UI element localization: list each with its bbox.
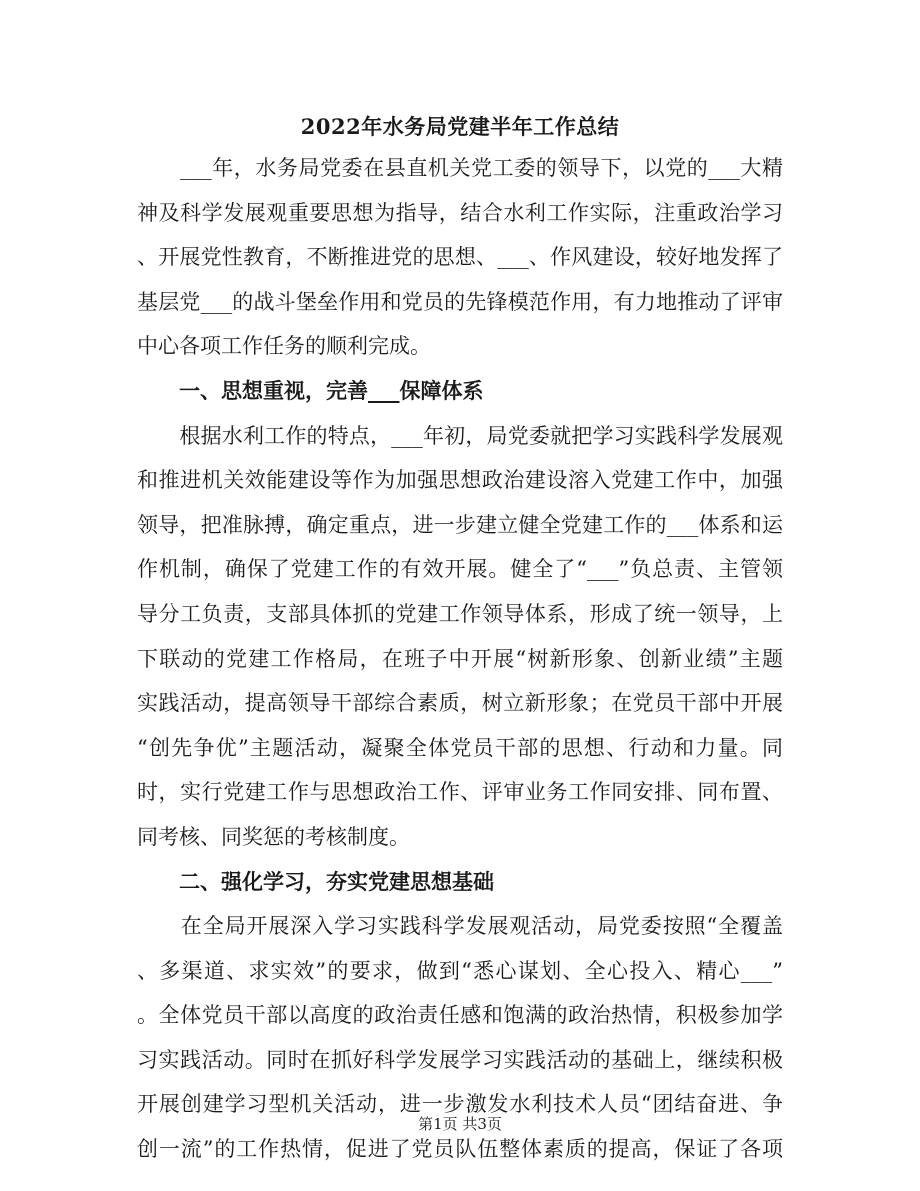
paragraph-line: 下联动的党建工作格局，在班子中开展“树新形象、创新业绩”主题 bbox=[137, 646, 783, 671]
paragraph-line: 神及科学发展观重要思想为指导，结合水利工作实际，注重政治学习 bbox=[137, 200, 783, 225]
document-body bbox=[137, 146, 783, 1172]
paragraph-line: 作机制，确保了党建工作的有效开展。健全了“___”负总责、主管领 bbox=[137, 557, 783, 582]
paragraph-line: 和推进机关效能建设等作为加强思想政治建设溶入党建工作中，加强 bbox=[137, 468, 783, 493]
paragraph-line: 领导，把准脉搏，确定重点，进一步建立健全党建工作的___体系和运 bbox=[137, 512, 783, 537]
paragraph-line: 、开展党性教育，不断推进党的思想、___、作风建设，较好地发挥了 bbox=[137, 245, 783, 270]
paragraph-line: 基层党___的战斗堡垒作用和党员的先锋模范作用，有力地推动了评审 bbox=[137, 289, 783, 314]
paragraph-line: 开展创建学习型机关活动，进一步激发水利技术人员“团结奋进、争 bbox=[137, 1092, 783, 1117]
paragraph-line: “创先争优”主题活动，凝聚全体党员干部的思想、行动和力量。同 bbox=[137, 735, 783, 760]
document-title: 2022年水务局党建半年工作总结 bbox=[300, 114, 620, 139]
paragraph-line: 根据水利工作的特点，___年初，局党委就把学习实践科学发展观 bbox=[137, 423, 783, 448]
paragraph-line: 在全局开展深入学习实践科学发展观活动，局党委按照“全覆盖 bbox=[137, 914, 783, 939]
paragraph-line: 时，实行党建工作与思想政治工作、评审业务工作同安排、同布置、 bbox=[137, 780, 783, 805]
paragraph-line: ___年，水务局党委在县直机关党工委的领导下，以党的___大精 bbox=[137, 156, 783, 180]
paragraph-line: 。全体党员干部以高度的政治责任感和饱满的政治热情，积极参加学 bbox=[137, 1003, 783, 1028]
paragraph-line: 实践活动，提高领导干部综合素质，树立新形象；在党员干部中开展 bbox=[137, 691, 783, 716]
paragraph-line: 导分工负责，支部具体抓的党建工作领导体系，形成了统一领导，上 bbox=[137, 601, 783, 626]
paragraph-line: 创一流”的工作热情，促进了党员队伍整体素质的提高，保证了各项 bbox=[137, 1137, 783, 1162]
section-heading: 二、强化学习，夯实党建思想基础 bbox=[137, 868, 494, 894]
section-heading: 一、思想重视，完善___保障体系 bbox=[137, 377, 484, 403]
paragraph-line: 、多渠道、求实效”的要求，做到“悉心谋划、全心投入、精心___” bbox=[137, 958, 783, 983]
paragraph-line: 同考核、同奖惩的考核制度。 bbox=[137, 824, 410, 849]
paragraph-line: 习实践活动。同时在抓好科学发展学习实践活动的基础上，继续积极 bbox=[137, 1047, 783, 1072]
paragraph-line: 中心各项工作任务的顺利完成。 bbox=[137, 334, 431, 359]
page-number-footer: 第1页 共3页 bbox=[418, 1115, 502, 1133]
